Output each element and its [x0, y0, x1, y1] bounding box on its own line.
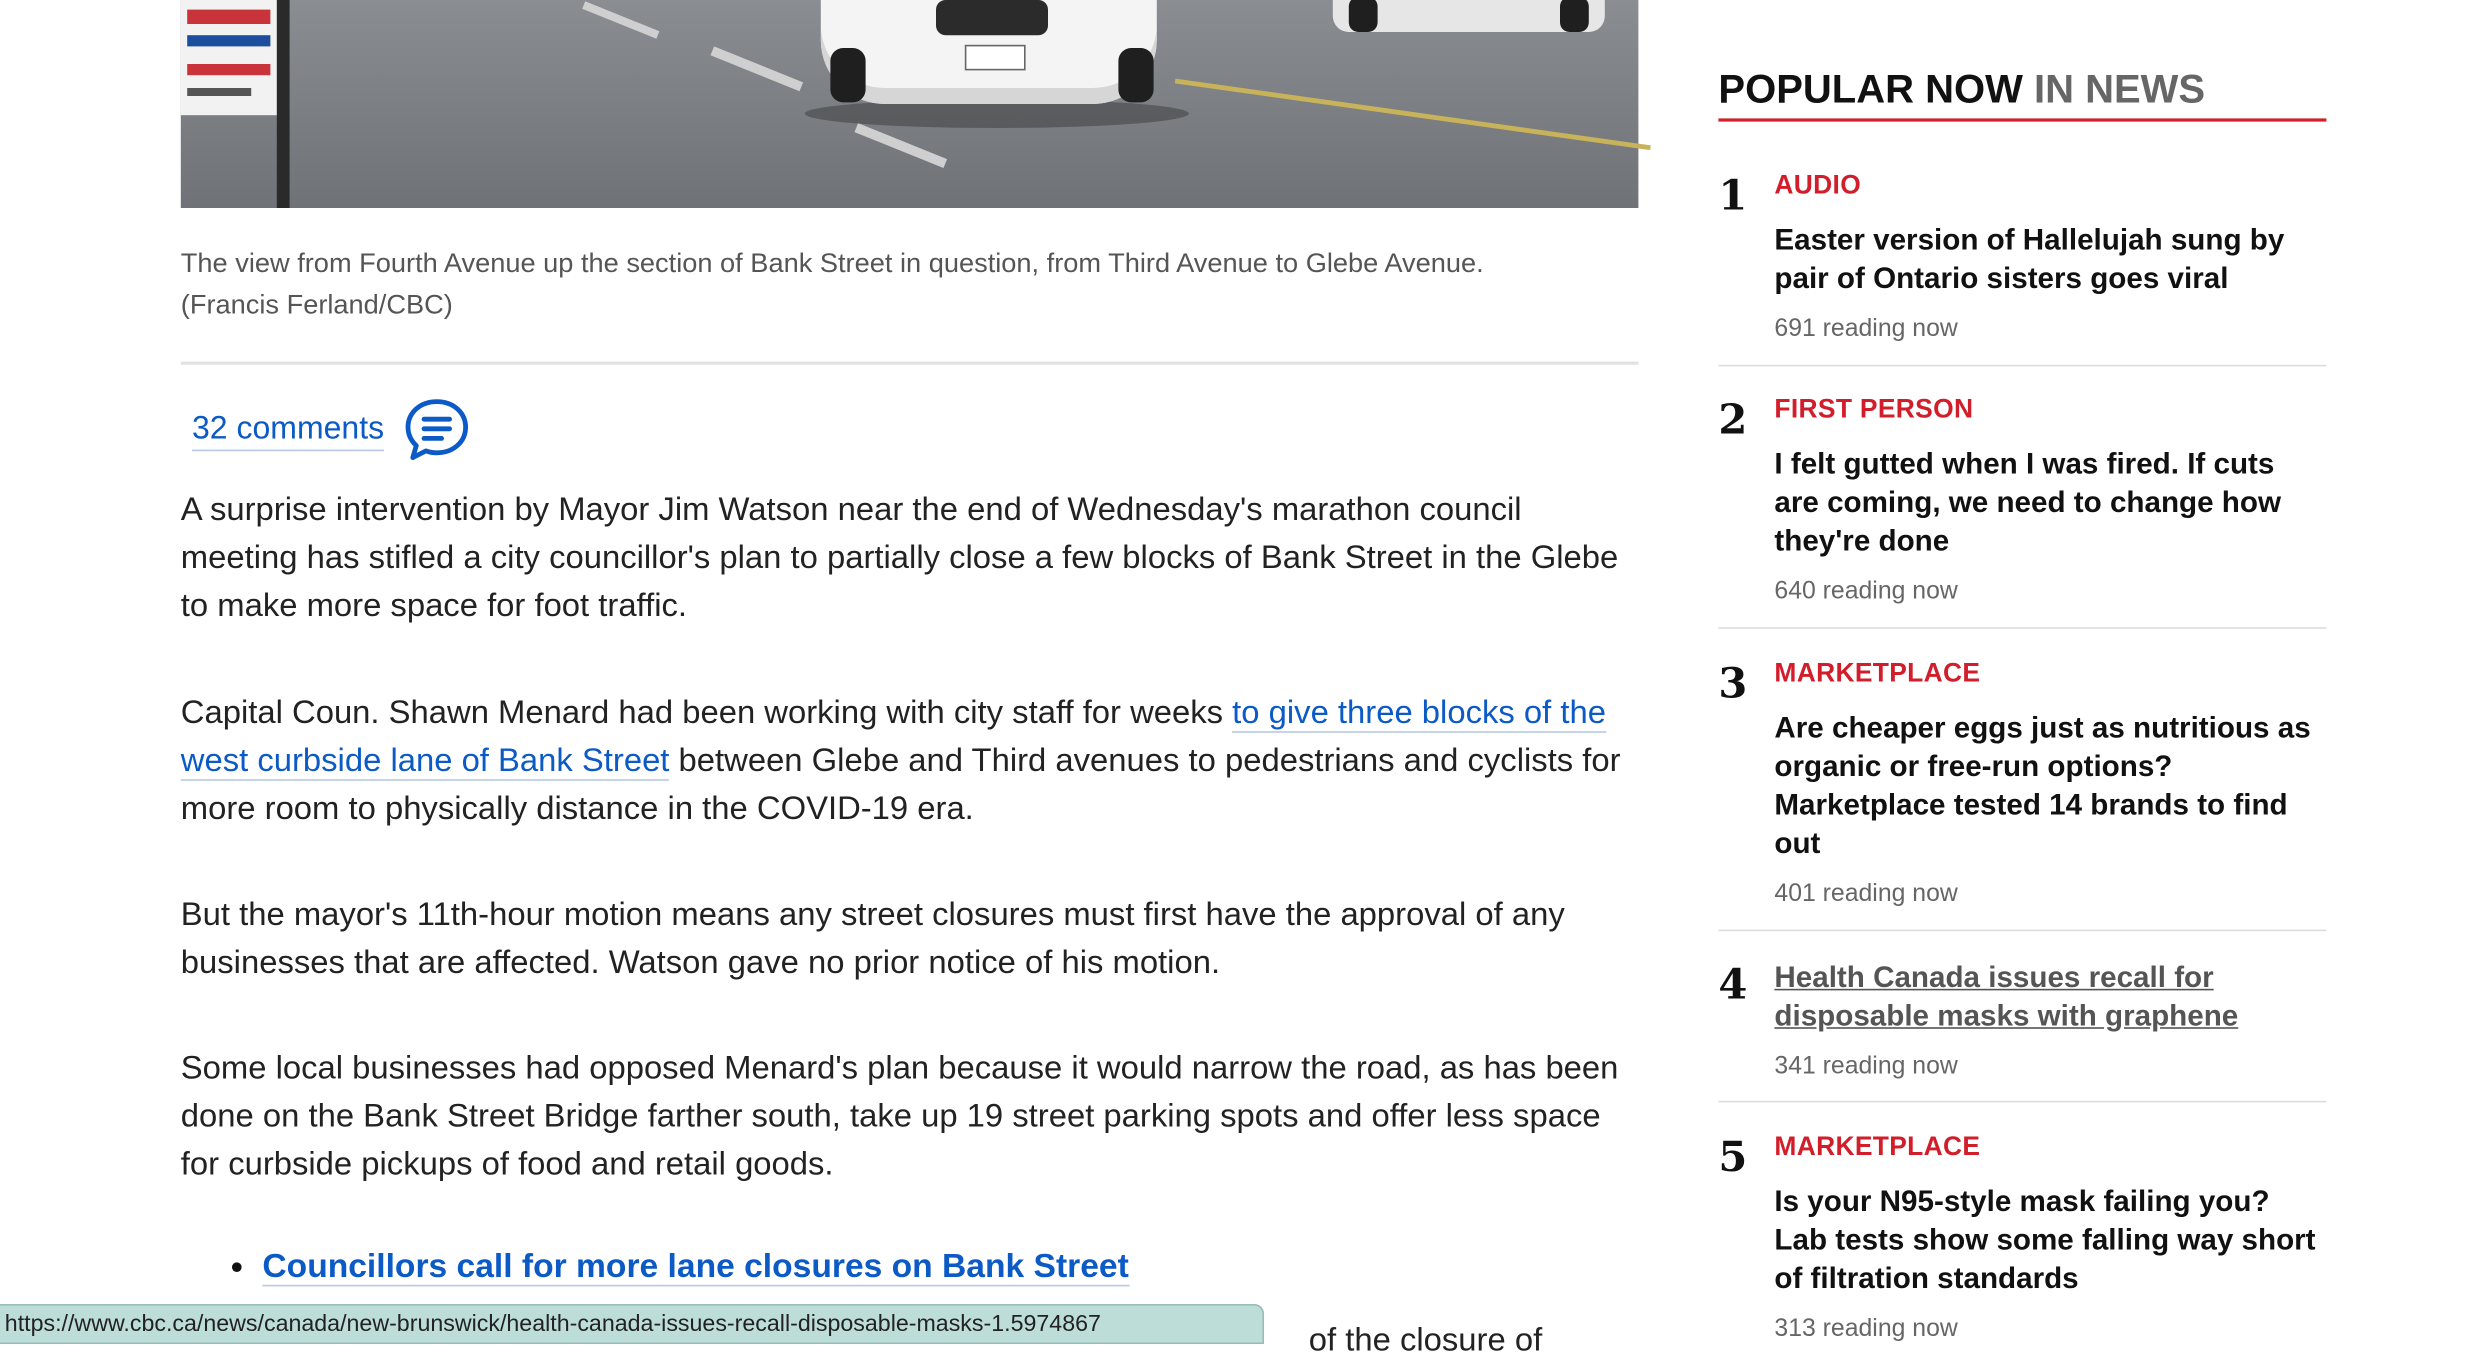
story-readers: 640 reading now [1774, 577, 1958, 605]
story-rank: 1 [1718, 172, 1748, 221]
story-rank: 4 [1718, 961, 1748, 1010]
related-links-list [181, 1248, 1129, 1286]
story-readers: 341 reading now [1774, 1052, 1958, 1080]
story-readers: 691 reading now [1774, 315, 1958, 343]
popular-story-3[interactable] [1718, 658, 2326, 932]
story-category[interactable]: AUDIO [1774, 171, 1862, 200]
related-link[interactable]: Councillors call for more lane closures on Bank Street [262, 1248, 1129, 1285]
popular-story-5[interactable] [1718, 1131, 2326, 1355]
story-readers: 313 reading now [1774, 1315, 1958, 1343]
article-paragraph-4: Some local businesses had opposed Menard's plan because it would narrow the road, as has been done on the Bank Street Bridge farther south, take up 19 street parking spots and offer less space for curbside pickups of food and retail goods. [180, 1049, 1619, 1184]
story-headline[interactable]: Easter version of Hallelujah sung by pair of Ontario sisters goes viral [1774, 222, 2285, 295]
popular-now-section: IN NEWS [2033, 67, 2206, 112]
three-blocks-link[interactable]: to give three blocks of the west curbside lane of Bank Street [180, 694, 1606, 780]
caption-divider [181, 362, 1639, 365]
related-link-item [262, 1248, 1128, 1286]
popular-story-4[interactable] [1718, 958, 2326, 1102]
comments-row [181, 397, 1639, 464]
story-rank: 5 [1718, 1134, 1748, 1183]
story-headline[interactable]: I felt gutted when I was fired. If cuts are coming, we need to change how they're done [1774, 446, 2281, 557]
article-paragraph-2 [181, 690, 1639, 835]
photo-caption [181, 243, 1639, 326]
speech-bubble-icon[interactable] [403, 397, 470, 464]
story-headline[interactable]: Health Canada issues recall for disposable masks with graphene [1774, 960, 2239, 1032]
story-headline[interactable]: Is your N95-style mask failing you? Lab tests show some falling way short of filtration standards [1774, 1184, 2316, 1295]
paragraph-2-text-start: Capital Coun. Shawn Menard had been working with city staff for weeks [180, 694, 1233, 732]
article-paragraph-3: But the mayor's 11th-hour motion means any street closures must first have the approval of any businesses that are affected. Watson gave no prior notice of his motion. [180, 896, 1565, 982]
popular-story-1[interactable] [1718, 170, 2326, 367]
comments-link[interactable]: 32 comments [192, 410, 384, 450]
article-paragraph-1: A surprise intervention by Mayor Jim Watson near the end of Wednesday's marathon council meeting has stifled a city councillor's plan to partially close a few blocks of Bank Street in the Glebe to make more space for foot traffic. [180, 491, 1619, 625]
article-photo [181, 0, 1639, 208]
photo-caption-text: The view from Fourth Avenue up the section of Bank Street in question, from Third Avenue to Glebe Avenue. [180, 248, 1484, 279]
story-rank: 3 [1718, 660, 1748, 709]
photo-credit: (Francis Ferland/CBC) [180, 289, 453, 320]
story-rank: 2 [1718, 396, 1748, 445]
popular-story-2[interactable] [1718, 394, 2326, 629]
story-category[interactable]: FIRST PERSON [1774, 395, 1974, 424]
link-hover-statusbar: https://www.cbc.ca/news/canada/new-brunswick/health-canada-issues-recall-disposable-masks-1.5974867 [0, 1304, 1264, 1344]
popular-now-heading [1718, 64, 2326, 122]
story-readers: 401 reading now [1774, 880, 1958, 908]
story-category[interactable]: MARKETPLACE [1774, 1132, 1981, 1162]
story-category[interactable]: MARKETPLACE [1774, 659, 1981, 688]
article-trailing-text: of the closure of [1308, 1321, 1543, 1359]
paragraph-2-text-end: between Glebe and Third avenues to pedestrians and cyclists for more room to physically distance in the COVID-19 era. [180, 742, 1621, 828]
popular-now-title: POPULAR NOW [1718, 67, 2023, 112]
story-headline[interactable]: Are cheaper eggs just as nutritious as organic or free-run options? Marketplace tested 14 brands to find out [1774, 710, 2311, 860]
article [180, 0, 1639, 1285]
